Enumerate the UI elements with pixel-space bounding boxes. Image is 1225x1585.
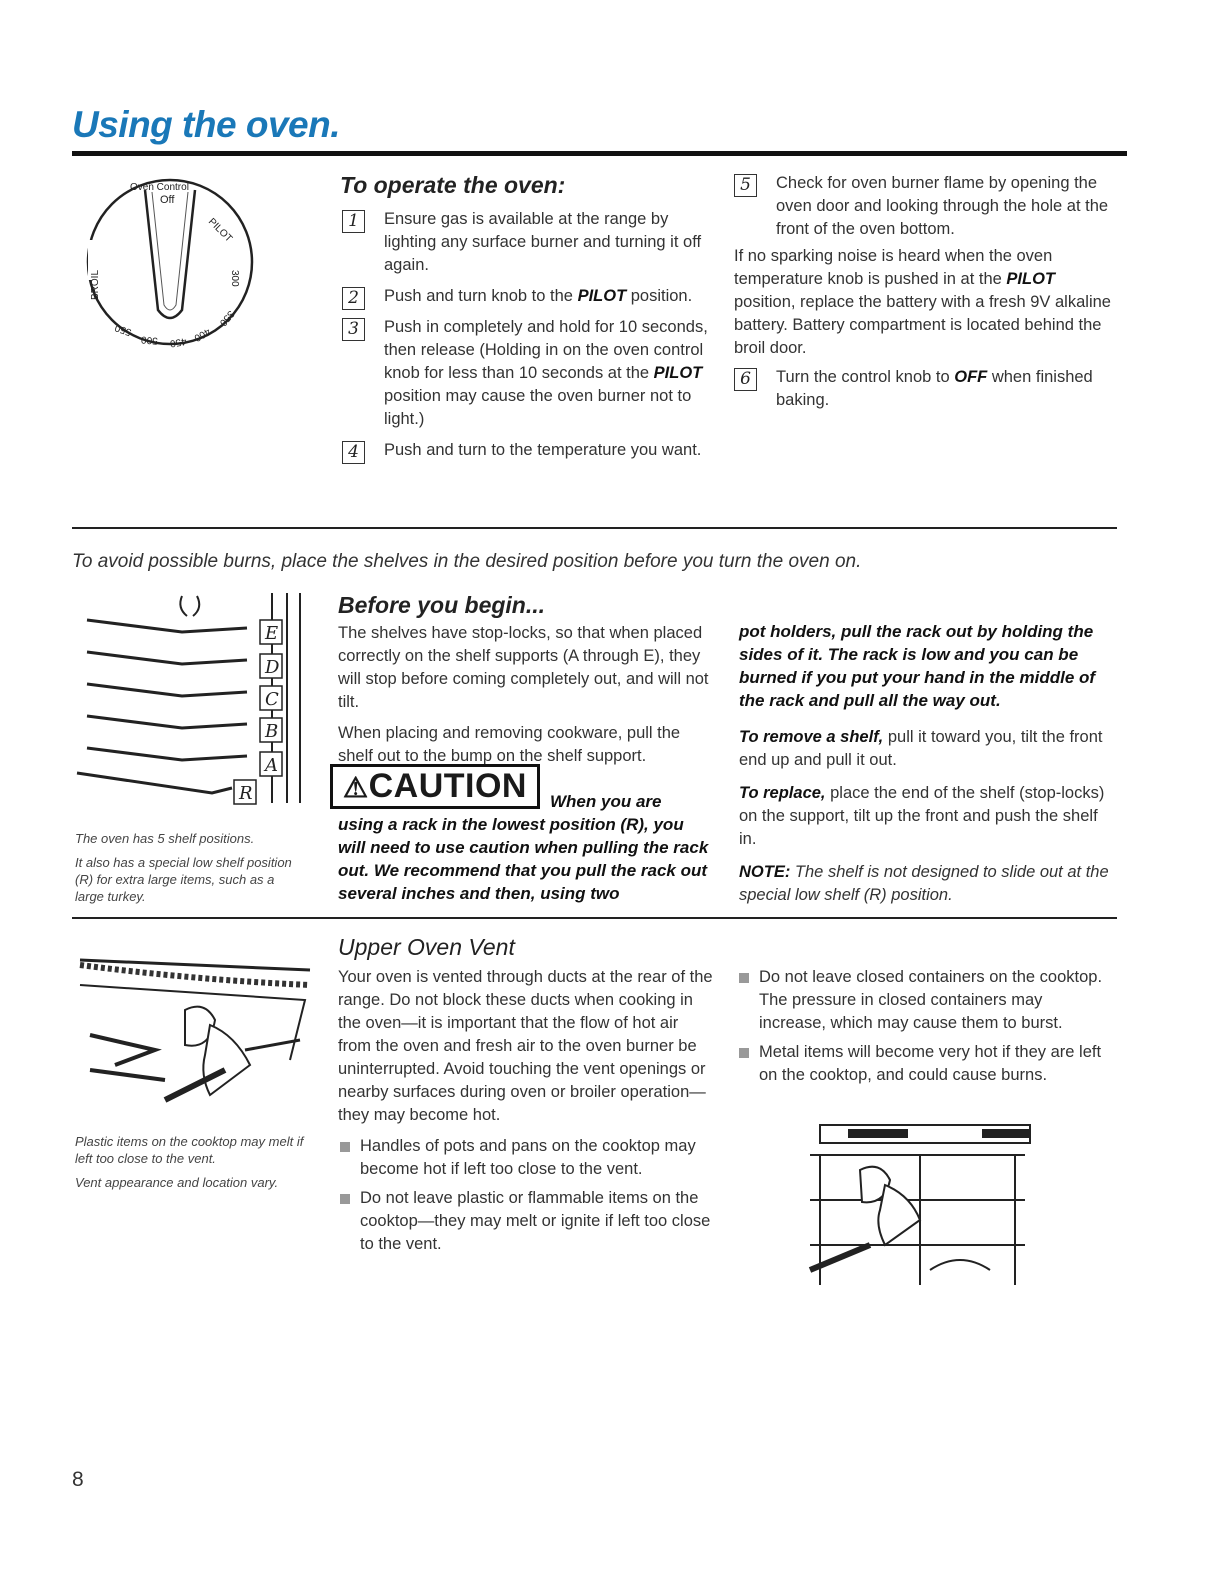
operate-heading: To operate the oven: <box>340 172 566 198</box>
caution-word: CAUTION <box>368 767 527 805</box>
knob-350-label: 350 <box>216 308 237 328</box>
step-text: Push and turn knob to the <box>384 287 578 305</box>
step-text: Push and turn to the temperature you want. <box>384 441 702 459</box>
before-paragraph-1: The shelves have stop-locks, so that when placed correctly on the shelf supports (A through E), they will stop before coming completely out, and will not tilt. <box>338 624 709 711</box>
note-emphasis: NOTE: <box>739 863 791 881</box>
sparking-text: If no sparking noise is heard when the oven temperature knob is pushed in at the <box>734 247 1053 288</box>
step-number: 1 <box>342 210 365 233</box>
before-body <box>338 622 716 768</box>
bullet-text: Handles of pots and pans on the cooktop may become hot if left too close to the vent. <box>360 1137 696 1178</box>
step-text-end: when finished baking. <box>776 368 1093 409</box>
operate-steps-left <box>342 208 722 470</box>
bullet-text: Do not leave plastic or flammable items on the cooktop—they may melt or ignite if left too close to the vent. <box>360 1189 711 1253</box>
caution-label <box>330 764 540 809</box>
shelf-caption <box>75 830 300 905</box>
before-right-column <box>739 620 1117 907</box>
knob-450-label: 450 <box>169 335 188 349</box>
knob-500-label: 500 <box>140 333 159 346</box>
shelf-label-r: R <box>239 783 253 804</box>
shelf-label-c: C <box>265 689 279 710</box>
shelf-label-e: E <box>265 623 279 644</box>
vent-heading: Upper Oven Vent <box>338 934 515 960</box>
replace-shelf-emphasis: To replace, <box>739 784 826 802</box>
page-number: 8 <box>72 1468 84 1491</box>
bullet-square-icon <box>340 1194 350 1204</box>
remove-shelf-text <box>739 726 1117 772</box>
before-paragraph-2: When placing and removing cookware, pull the shelf out to the bump on the shelf support. <box>338 724 681 765</box>
bullet-square-icon <box>739 1048 749 1058</box>
step-2 <box>342 285 722 308</box>
bullet-square-icon <box>340 1142 350 1152</box>
step-text: Check for oven burner flame by opening the oven door and looking through the hole at the front of the oven bottom. <box>776 174 1109 238</box>
step-text: Push in completely and hold for 10 seconds, then release (Holding in on the oven control knob for less than 10 seconds at the <box>384 318 708 382</box>
knob-broil-label: BROIL <box>90 269 101 300</box>
step-number: 3 <box>342 318 365 341</box>
vent-bullet-3 <box>737 966 1107 1035</box>
caution-lead: When you are <box>550 792 662 811</box>
step-emphasis: OFF <box>954 368 988 386</box>
caution-text: using a rack in the lowest position (R), you will need to use caution when pulling the rack out. We recommend that you pull the rack out several inches and then, using two <box>338 815 709 903</box>
cooktop-illustration <box>800 1120 1035 1290</box>
section-divider <box>72 917 1117 919</box>
shelf-label-b: B <box>265 721 279 742</box>
step-3 <box>342 316 722 431</box>
operate-steps-right <box>734 172 1114 420</box>
knob-550-label: 550 <box>113 321 134 338</box>
shelf-caption-2: It also has a special low shelf position (R) for extra large items, such as a large turkey. <box>75 855 292 904</box>
step-6 <box>734 366 1114 412</box>
step-text-end: position. <box>626 287 693 305</box>
knob-pilot-label: PILOT <box>205 216 235 245</box>
step-emphasis: PILOT <box>653 364 703 382</box>
step-number: 6 <box>734 368 757 391</box>
step-text-end: position may cause the oven burner not to light.) <box>384 387 692 428</box>
vent-bullet-2 <box>338 1187 713 1256</box>
step-1 <box>342 208 722 277</box>
before-heading: Before you begin... <box>338 592 546 618</box>
vent-paragraph: Your oven is vented through ducts at the rear of the range. Do not block these ducts when cooking in the oven—it is important that the flow of hot air from the oven and fresh air to the oven burner be uninterrupted. Avoid touching the vent openings or nearby surfaces during oven or broiler operation—they may become hot. <box>338 968 713 1124</box>
vent-right-column <box>737 966 1107 1093</box>
knob-300-label: 300 <box>229 270 240 287</box>
note-body: The shelf is not designed to slide out at the special low shelf (R) position. <box>739 863 1109 904</box>
bullet-square-icon <box>739 973 749 983</box>
step-5 <box>734 172 1114 241</box>
shelf-label-d: D <box>265 657 280 678</box>
step-number: 4 <box>342 441 365 464</box>
oven-knob-illustration <box>80 170 260 350</box>
step-number: 2 <box>342 287 365 310</box>
avoid-burns-note: To avoid possible burns, place the shelves in the desired position before you turn the oven on. <box>72 551 862 572</box>
shelf-caption-1: The oven has 5 shelf positions. <box>75 831 255 846</box>
vent-bullet-1 <box>338 1135 713 1181</box>
vent-bullet-4 <box>737 1041 1107 1087</box>
vent-caption <box>75 1133 320 1191</box>
knob-label: Oven Control <box>130 182 189 193</box>
note-text <box>739 861 1117 907</box>
knob-off-label: Off <box>160 194 175 206</box>
remove-shelf-body: pull it toward you, tilt the front end up and pull it out. <box>739 728 1103 769</box>
bullet-text: Metal items will become very hot if they are left on the cooktop, and could cause burns. <box>759 1043 1102 1084</box>
sparking-text-end: position, replace the battery with a fresh 9V alkaline battery. Battery compartment is located behind the broil door. <box>734 293 1111 357</box>
vent-caption-2: Vent appearance and location vary. <box>75 1175 279 1190</box>
caution-continued: pot holders, pull the rack out by holding the sides of it. The rack is low and you can be burned if you put your hand in the middle of the rack and pull all the way out. <box>739 622 1096 710</box>
knob-400-label: 400 <box>192 325 212 344</box>
replace-shelf-body: place the end of the shelf (stop-locks) on the support, tilt up the front and push the shelf in. <box>739 784 1105 848</box>
warning-triangle-icon: ⚠ <box>343 772 369 803</box>
step-number: 5 <box>734 174 757 197</box>
step-4 <box>342 439 722 462</box>
remove-shelf-emphasis: To remove a shelf, <box>739 728 884 746</box>
step-emphasis: PILOT <box>577 287 627 305</box>
sparking-note <box>734 245 1114 360</box>
page-title: Using the oven. <box>72 104 340 145</box>
vent-caption-1: Plastic items on the cooktop may melt if left too close to the vent. <box>75 1134 304 1166</box>
caution-label-box <box>330 764 540 809</box>
bullet-text: Do not leave closed containers on the cooktop. The pressure in closed containers may increase, which may cause them to burst. <box>759 968 1103 1032</box>
replace-shelf-text <box>739 782 1117 851</box>
title-rule <box>72 151 1127 156</box>
shelf-positions-illustration <box>72 588 322 810</box>
vent-illustration <box>75 940 315 1120</box>
vent-left-column <box>338 966 713 1262</box>
step-text: Turn the control knob to <box>776 368 955 386</box>
step-text: Ensure gas is available at the range by lighting any surface burner and turning it off again. <box>384 210 702 274</box>
shelf-label-a: A <box>265 755 278 776</box>
sparking-emphasis: PILOT <box>1006 270 1056 288</box>
section-divider <box>72 527 1117 529</box>
